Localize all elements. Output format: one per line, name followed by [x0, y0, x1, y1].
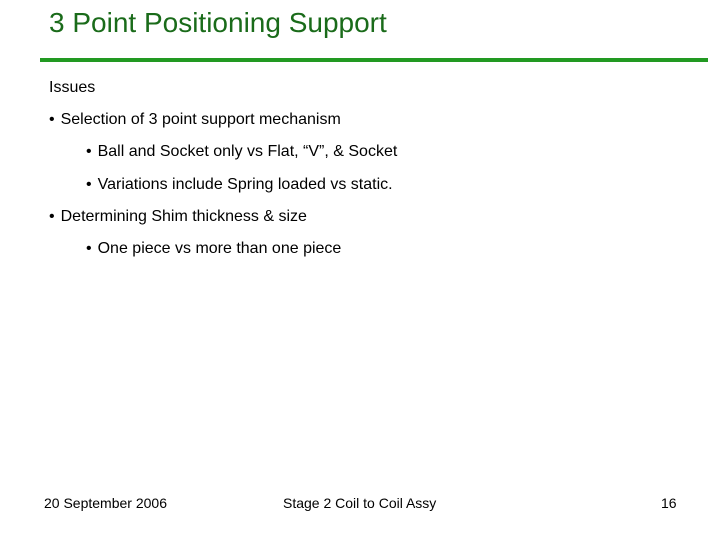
footer-date: 20 September 2006	[44, 495, 167, 511]
bullet-icon: •	[49, 208, 55, 225]
footer-title: Stage 2 Coil to Coil Assy	[283, 495, 437, 511]
bullet-text: Determining Shim thickness & size	[60, 208, 307, 225]
bullet-text: One piece vs more than one piece	[97, 240, 342, 257]
bullet-icon: •	[86, 240, 92, 257]
page-number: 16	[661, 495, 677, 511]
title-divider	[40, 58, 708, 62]
bullet-item	[49, 110, 341, 130]
sub-bullet-item	[86, 239, 341, 259]
sub-bullet-item	[86, 175, 393, 195]
slide-title: 3 Point Positioning Support	[49, 7, 387, 38]
section-heading: Issues	[49, 79, 96, 96]
sub-bullet-item	[86, 142, 397, 162]
bullet-icon: •	[86, 143, 92, 160]
bullet-text: Variations include Spring loaded vs static.	[97, 176, 393, 193]
bullet-text: Ball and Socket only vs Flat, “V”, & Socket	[97, 143, 398, 160]
bullet-icon: •	[49, 111, 55, 128]
bullet-item	[49, 207, 307, 227]
bullet-icon: •	[86, 176, 92, 193]
bullet-text: Selection of 3 point support mechanism	[60, 111, 341, 128]
